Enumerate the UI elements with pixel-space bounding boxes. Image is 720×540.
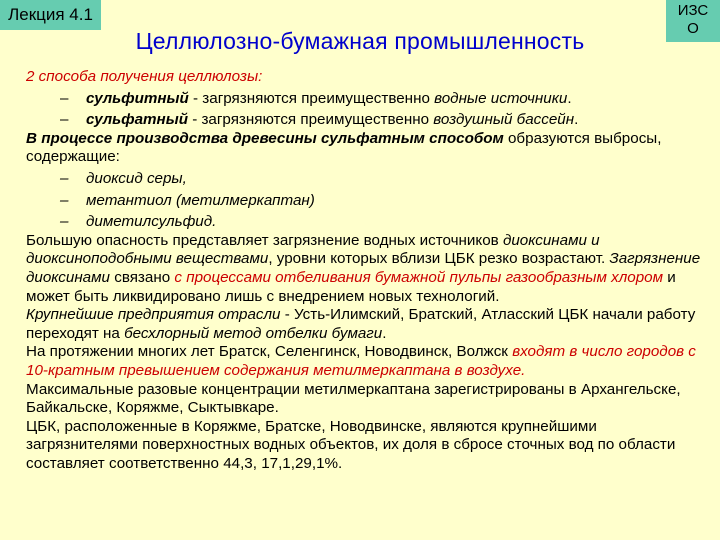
p3-b: входят в число городов с 10-кратным превышением содержания метилмеркаптана в воздухе. (26, 343, 696, 379)
method-end: . (567, 89, 572, 107)
sulfate-intro-rest: образуются выбросы, содержащие: (26, 129, 662, 166)
concentrations-paragraph: Максимальные разовые концентрации метилмеркаптана зарегистрированы в Архангельске, Байкальске, Коряжме, Сыктывкаре. (26, 380, 681, 417)
p1-g: и может быть ликвидировано лишь с внедрением новых технологий. (26, 268, 676, 305)
method-name: сульфитный (86, 89, 189, 107)
method-target: водные источники (434, 89, 568, 107)
dioxin-paragraph (26, 232, 706, 306)
method-text: - загрязняются преимущественно (188, 89, 435, 107)
emissions-list (26, 170, 706, 232)
p3-a: На протяжении многих лет Братск, Селенгинск, Новодвинск, Волжск (26, 343, 513, 361)
emission-item: – метантиол (метилмеркаптан) (60, 192, 706, 211)
slide-title: Целлюлозно-бумажная промышленность (135, 28, 585, 54)
p1-f: с процессами отбеливания бумажной пульпы газообразным хлором (174, 268, 664, 286)
cities-paragraph (26, 343, 706, 380)
p2-a: Крупнейшие предприятия отрасли (26, 306, 281, 324)
p2-d: . (382, 324, 387, 342)
lecture-badge: Лекция 4.1 (0, 0, 101, 30)
method-item-sulfite (60, 90, 706, 109)
pollution-share-paragraph: ЦБК, расположенные в Коряжме, Братске, Новодвинске, являются крупнейшими загрязнителями поверхностных водных объектов, их доля в сбросе сточных вод по области составляет соответственно 44,3, 17,1,29,1%. (26, 417, 676, 472)
org-badge: ИЗС О (666, 0, 720, 42)
p1-b: диоксинами и диоксиноподобными веществами (26, 231, 600, 268)
p1-c: , уровни которых вблизи ЦБК резко возрастают. (268, 250, 610, 268)
emission-item: – диоксид серы, (60, 170, 706, 189)
enterprises-paragraph (26, 306, 706, 343)
p1-e: связано (110, 268, 175, 286)
slide-body (26, 68, 706, 473)
method-text: - загрязняются преимущественно (187, 111, 434, 129)
method-target: воздушный бассейн (433, 111, 575, 129)
method-name: сульфатный (86, 111, 188, 129)
sulfate-intro-bold: В процессе производства древесины сульфатным способом (26, 129, 504, 147)
methods-list (26, 90, 706, 130)
p2-c: бесхлорный метод отбелки бумаги (124, 324, 383, 342)
method-item-sulfate (60, 111, 706, 130)
sulfate-intro (26, 130, 706, 167)
p1-a: Большую опасность представляет загрязнение водных источников (26, 231, 503, 249)
p1-d: Загрязнение диоксинами (26, 250, 701, 286)
methods-heading: 2 способа получения целлюлозы: (26, 68, 263, 85)
p2-b: - Усть-Илимский, Братский, Атласский ЦБК начали работу переходят на (26, 306, 696, 342)
emission-item: – диметилсульфид. (60, 213, 706, 232)
method-end: . (574, 111, 579, 129)
